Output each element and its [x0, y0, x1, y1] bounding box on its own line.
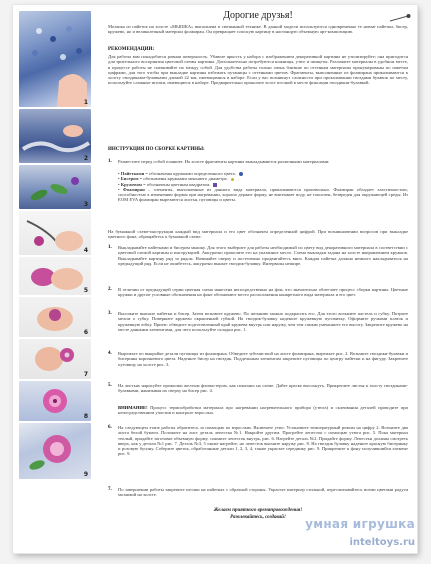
legend-item-bold: Кружевом [120, 181, 142, 187]
instruction-sheet [13, 5, 417, 553]
legend-item-text: = обозначены цветным квадратом. [141, 181, 211, 187]
step-text: Выкладывайте пайетками и бисером мышку. Для этого выберите для работы необходимый по цвету вид декоративного материала в соответствии с цветовой схемой картины и инструкцией. Аккуратно проколите его на указанное место. Схема выкладки задана на холсте направлением кружков. Выкладывайте картину ряд за рядом. Начинайте сверху и постепенно продвигайтесь вниз. Каждая пайетка должна немного накладываться на предыдущий ряд. Если не ошибетесь, аккуратно выньте гвоздик-булавку. Интервалы нешире. [118, 245, 408, 266]
photo-leaves [19, 165, 91, 209]
step-text: В отличии от предыдущей серии цветная схема нанесена непосредственно на фон, что значительно облегчает процесс сборки картины. Цветные кружки и другие условные обозначения на фоне обозначают место расположения конкретного вида материала и его цвет. [118, 287, 408, 298]
footer-line-2: Развлекайтесь, создавай! [230, 515, 286, 520]
photo-finished-detail [19, 423, 91, 479]
legend-item-beads: • Бисером = обозначены кружками меньшего диаметра. [118, 176, 408, 181]
watermark-url: inteltoys.ru [349, 537, 415, 548]
legend-item-text: – элементы, выполненные из данного вида материала, прикалываются произвольно. Фоамиран обладает эластичностью, способностью к изменению формы при нагревании, хорошо держит форму, не впитывает воду, не токсичен, безвреден для окружающей среды. Из ЕОМ EVA фоамиран вырезаются листья, пуговицы и цветы. [118, 186, 408, 203]
finished-flower-illustration [19, 423, 91, 479]
warning-body [118, 405, 408, 416]
scissors-illustration [19, 211, 91, 255]
photo-number: 5 [83, 287, 88, 294]
photo-number: 7 [83, 371, 88, 378]
photo-number: 3 [83, 201, 88, 208]
photo-flower-assembly [19, 339, 91, 379]
recommendations-heading: РЕКОМЕНДАЦИИ: [108, 47, 155, 52]
step-text: На листьях нарисуйте прожилки желтым фломастером, как показано на схеме. Дайте краске высохнуть. Прикрепите листья к холсту гвоздиками-булавками, нанизывая их сверху на бисер рис. 4. [118, 383, 408, 394]
legend-item-text: = обозначены кружками меньшего диаметра. [138, 176, 228, 182]
photo-number: 9 [83, 471, 88, 478]
photo-lace [19, 109, 91, 163]
legend-item-foam: • Фоамиран – элементы, выполненные из данного вида материала, прикалываются произвольно. Фоамиран обладает эластичностью, способностью к изменению формы при нагревании, хорошо держит форму, не впитывает воду, не токсичен, безвреден для окружающей среды. Из ЕОМ EVA фоамиран вырезаются листья, пуговицы и цветы. [118, 186, 408, 203]
legend-list [118, 171, 408, 203]
step-number: 2. [108, 287, 112, 292]
legend-item-sequins: • Пайетками = обозначены кружками определенного цвета. [118, 171, 408, 176]
legend-intro-row [108, 159, 408, 164]
photo-petal-shaping [19, 257, 91, 295]
step-number: 4. [108, 351, 112, 356]
step-number [108, 405, 118, 416]
step-2 [108, 287, 408, 298]
legend-item-bold: Бисером [120, 176, 139, 182]
blue-dot-icon [239, 172, 243, 176]
step-text: Вырежьте по выкройке детали пуговицы из фоамирана. Обведите зубочисткой на листе фоамирана, вырежьте рис. 2. Возьмите гвоздики-булавки и бисерины коричневого цвета. Наденьте бисер на гвоздик. Поддельным элементам закрепите пуговицы по центру пайетки и на фигуру. Закрепите пуговицу на холсте рис. 3. [118, 351, 408, 367]
step-number: 7. [108, 487, 112, 492]
photo-number: 2 [83, 155, 88, 162]
legend-number: 1. [108, 159, 112, 164]
photo-number: 8 [83, 413, 88, 420]
legend-item-lace: • Кружевом = обозначены цветным квадратом. [118, 182, 408, 187]
step-text: На следующем этапе работы обратитесь за помощью ко взрослым. Включите утюг. Установите температурный режим на цифру 2. Возьмите два листа белой бумаги. Положите на лист деталь лепестка №1. Накройте другим. Прогрейте лепесток с помощью утюга рис. 5. Пока материал теплый, придайте заготовке объемную форму, сожмите лепесток внутрь, рис. 6. Нагрейте деталь №2. Придайте форму. Лепестки должны смотреть вверх, как у детали №1 рис. 7. Деталь №3, 5 также нагрейте, но лепесток выгните наружу рис. 8. На гвоздик булавку наденьте красную бисеринку и розовую бусину. Соберите цветок, обработанные детали 1, 2, 3, 4, также украсьте серединку рис. 9. Прикрепите к фону получившийся элемент рис. 9. [118, 425, 408, 457]
warning-note [108, 405, 408, 416]
photo-flower [19, 381, 91, 421]
scheme-note: На бумажной схеме-инструкции каждый вид материала и его цвет обозначен определенной цифрой. При возникновении вопросов при выкладке цветного фона, обращайтесь к бумажной схеме. [108, 229, 408, 240]
step-3 [108, 311, 408, 332]
step-6 [108, 425, 408, 457]
instruction-text-column [108, 5, 408, 553]
warning-text: Процесс термообработки материала про нагревании нагревательного прибора (утюга) и склеивания деталей проводите при непосредственном участии и контроле взрослых. [118, 405, 408, 416]
lace-illustration [19, 109, 91, 163]
petal-press-illustration [19, 297, 91, 337]
photo-number: 6 [83, 329, 88, 336]
flower-assembly-illustration [19, 339, 91, 379]
mouse-sequins-illustration [19, 11, 91, 107]
page-title: Дорогие друзья! [223, 10, 293, 21]
step-1 [108, 245, 408, 266]
photo-column [13, 5, 97, 553]
step-text: По завершении работы закрепите иголки на пайетках с обратной стороны. Украсьте интерьер стильной, пересчитывайтесь всеми цветами радуги мозаикой на холсте. [118, 487, 408, 498]
photo-number: 4 [83, 247, 88, 254]
petal-illustration [19, 257, 91, 295]
step-number: 5. [108, 383, 112, 388]
photo-number: 1 [83, 99, 88, 106]
step-text: Выложите вначале пайетки и бисер. Затем возьмите кружево. По желанию можно подкрасить его. Для этого возьмите пастель и губку. Потрите мелом о губку. Поверните кружево окрашенной губкой. На гвоздик-булавку наденьте кружевную пуговичку. Оформите ручками платок и кружевную юбку. Прием: обведите подготовленный край кружева внутрь или наружу, чем тем самым уменьшите его высоту. Закрепите кружево на месте данными элементами, для чего используйте складки рис. 1. [118, 311, 408, 332]
step-number: 1. [108, 245, 112, 250]
legend-item-bold: Фоамиран [122, 186, 145, 192]
photo-mouse-sequins [19, 11, 91, 107]
step-number: 3. [108, 311, 112, 316]
photo-petal-press [19, 297, 91, 337]
photo-cutting [19, 211, 91, 255]
footer-line-1: Желаем приятного времяпровождения! [213, 508, 303, 513]
step-4 [108, 351, 408, 367]
warning-label: ВНИМАНИЕ! [118, 405, 148, 410]
legend-intro: Разместите перед собой планшет. На холсте фрагменты картины выкладываются различными материалами: [118, 159, 330, 164]
recommendations-text: Для работы вам понадобится ровная поверхность. Убавьте яркость у набора с изображением декоративной картины не утилизируйте; она пригодится для зрительного восприятия цветовой схемы картины. Дополнительно потребуются ножницы, утюг и пинцеты. Разложите материалы в удобном месте, в процессе работы не смешивайте их между собой. Для удобства работы только очень близкие по оттенкам материалы пронумерованы по пакетам цифрами, для того чтобы при выкладке картины избежать путаницы с оттенками цветов. Фрагменты, выполненные из фоамирана прикалываются к холсту гвоздиками-булавками длиной 22 мм, имеющимися в наборе. Если у вас возникнут сложности при прокалывании гвоздями булавок по месту, используйте сложные иголки, имеющиеся в наборе. Предварительно проколите холст иголкой в месте фиксации гвоздиком-булавкой. [108, 54, 408, 86]
legend-item-bold: Пайетками [120, 171, 145, 176]
step-7 [108, 487, 408, 498]
step-5 [108, 383, 408, 394]
intro-paragraph: Мозаика из пайеток на холсте «МЫШКА» выполнена в смешанной технике. В данной модели используются одновременно те новые пайетки, бисер, кружево, но и великолепный материал фоамиран. Он превращает плоскую картину в настоящую объемную арт-композицию. [108, 24, 408, 35]
leaves-illustration [19, 165, 91, 209]
step-number: 6. [108, 425, 112, 430]
assembly-heading: ИНСТРУКЦИЯ ПО СБОРКЕ КАРТИНЫ: [108, 147, 205, 152]
legend-item-text: = обозначены кружками определенного цвета. [144, 171, 236, 176]
flower-illustration [19, 381, 91, 421]
yellow-dot-icon [231, 178, 234, 181]
watermark-brand: умная игрушка [305, 517, 415, 531]
